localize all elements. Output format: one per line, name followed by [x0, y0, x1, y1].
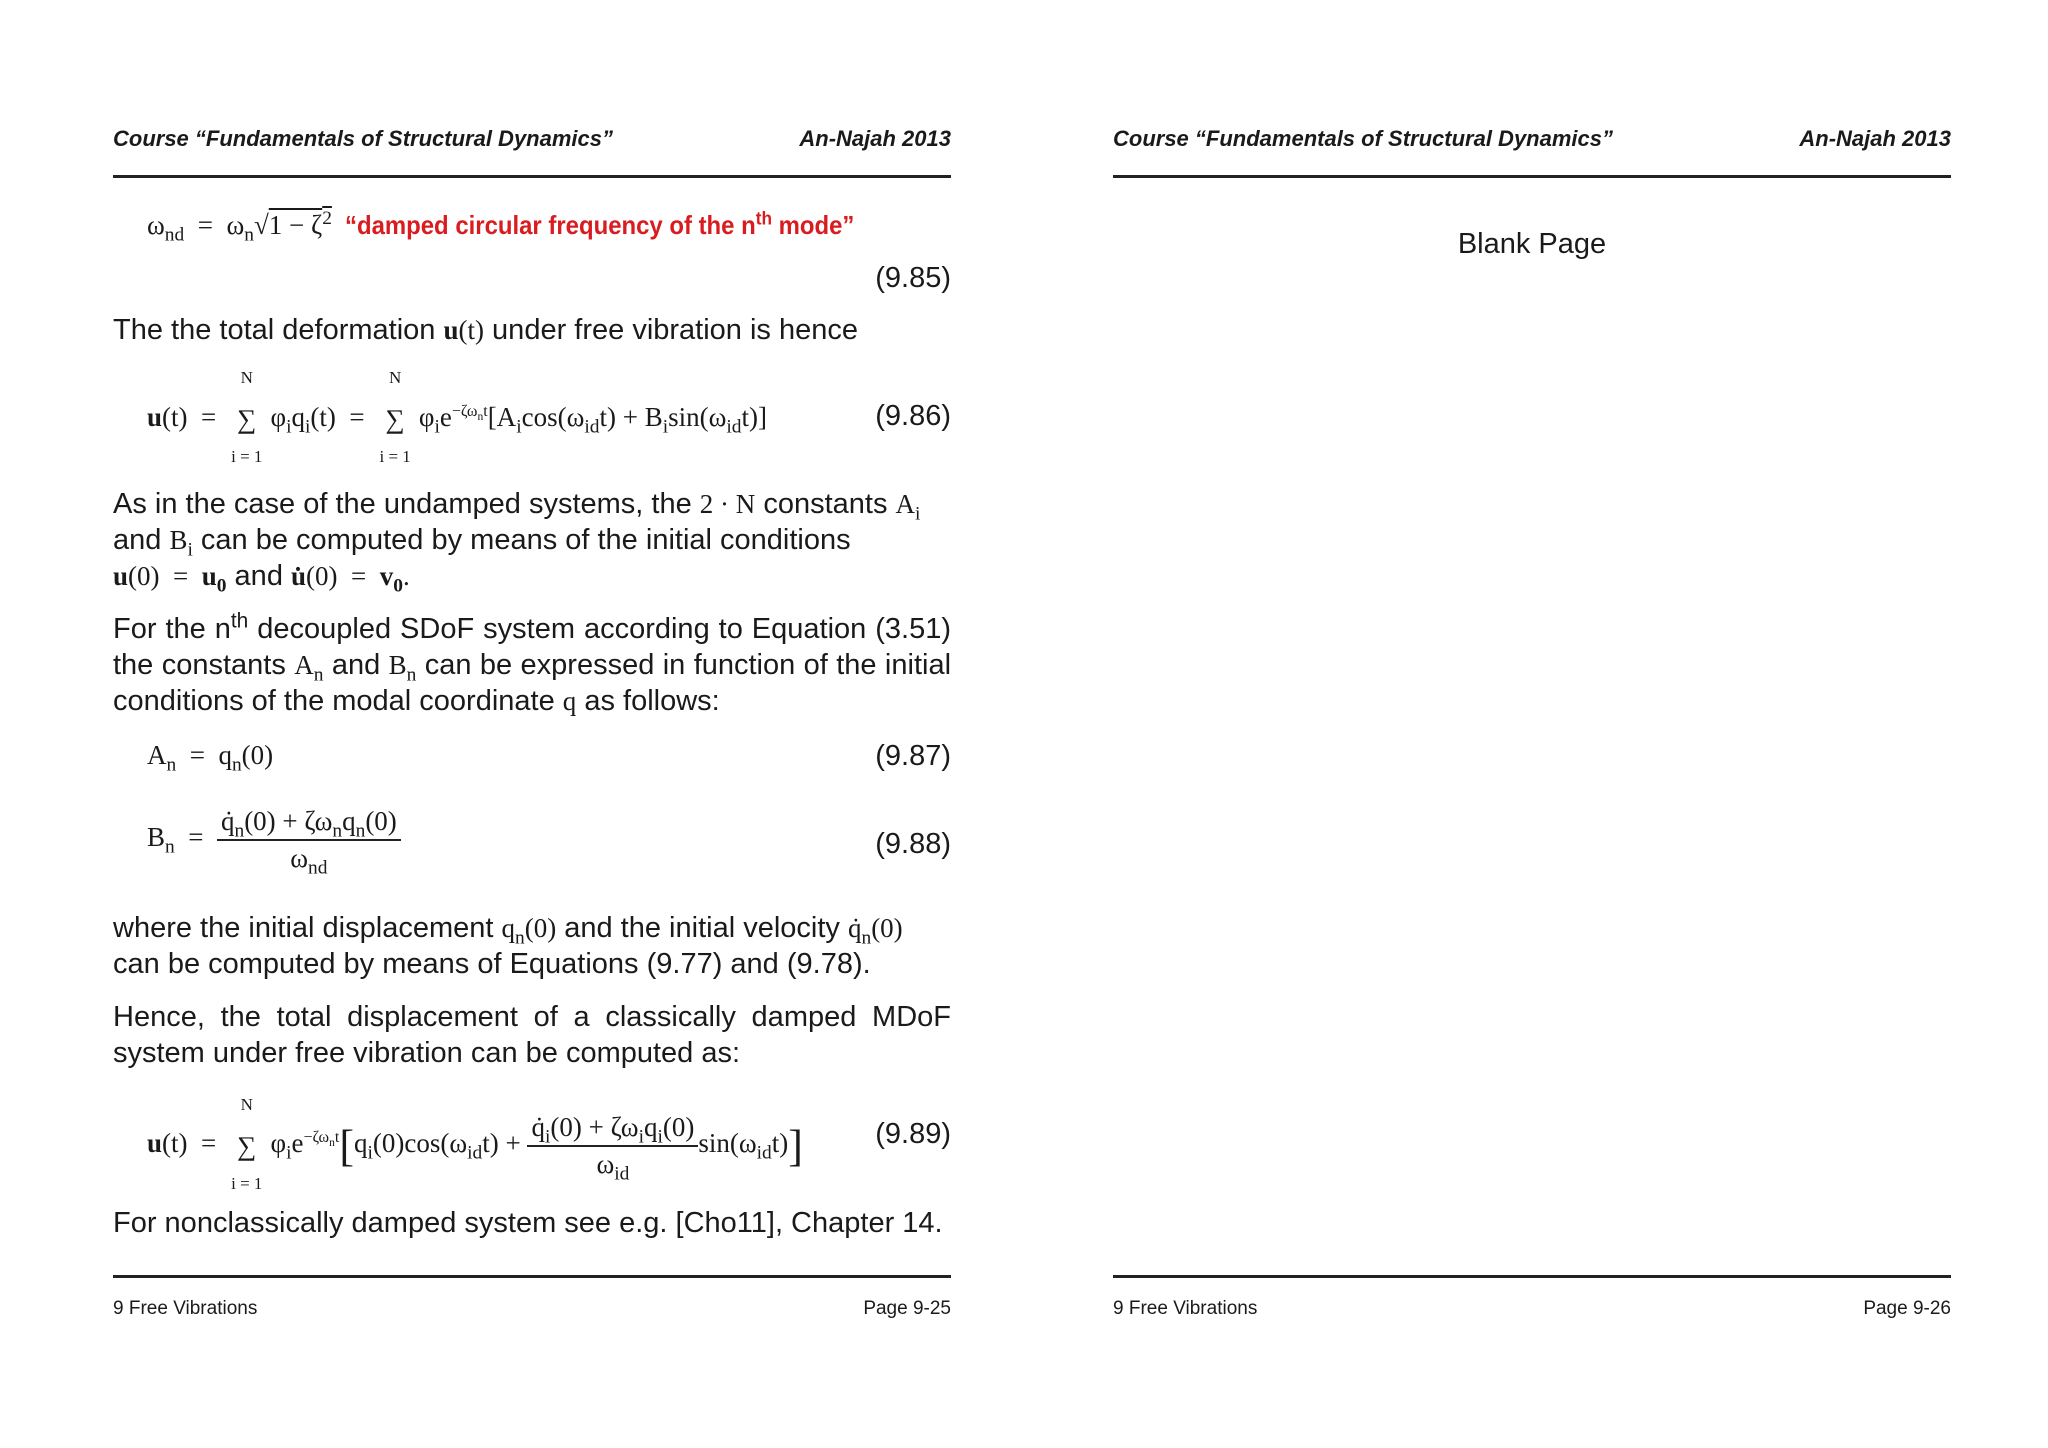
paragraph-initial-conditions: where the initial displacement $q_n(0)$ and the initial velocity $q̇_n(0)$ can be computed by means of Equations (9.77) and (9.78).	[113, 912, 903, 980]
header-rule	[1113, 175, 1951, 178]
header-rule	[113, 175, 951, 178]
right-page	[1113, 0, 1951, 1448]
left-page	[113, 0, 951, 1448]
footer-rule	[1113, 1275, 1951, 1278]
footer-chapter: 9 Free Vibrations	[1113, 1298, 1258, 1319]
footer-page-number: Page 9-25	[863, 1298, 951, 1319]
course-title: Course “Fundamentals of Structural Dynamics”	[113, 126, 613, 151]
equation-9-88: $B_n$ = $\frac{q̇_n(0) + \zeta\omega_nq_n(0)}{\omega_{nd}}$	[147, 806, 401, 874]
blank-page-label: Blank Page	[1457, 228, 1607, 260]
paragraph-constants: As in the case of the undamped systems, the 2 · N constants $A_i$ and $B_i$ can be computed by means of the initial conditions $u(0) = u_0$ and u̇(0) = $v_0$.	[113, 488, 921, 597]
paragraph-total-deformation: The the total deformation u(t) under free vibration is hence	[113, 314, 858, 346]
equation-9-85: $\omega_{nd} = \omega_n√1 - \zeta^2$ “damped circular frequency of the $n^{th}$ mode”	[147, 207, 855, 246]
paragraph-total-displacement: Hence, the total displacement of a classically damped MDoF system under free vibration can be computed as:	[113, 1001, 951, 1069]
footer-chapter: 9 Free Vibrations	[113, 1298, 258, 1319]
equation-number-9-87: (9.87)	[875, 740, 951, 772]
footer-page-number: Page 9-26	[1863, 1298, 1951, 1319]
footer-rule	[113, 1275, 951, 1278]
equation-number-9-89: (9.89)	[875, 1118, 951, 1150]
course-title: Course “Fundamentals of Structural Dynamics”	[1113, 126, 1613, 151]
equation-number-9-88: (9.88)	[875, 828, 951, 860]
page-header	[113, 126, 951, 156]
header-org: An-Najah 2013	[799, 126, 951, 151]
paragraph-decoupled-sdof: For the $n^{th}$ decoupled SDoF system according to Equation (3.51) the constants $A_n$ and $B_n$ can be expressed in function of the initial conditions of the modal coordinate q as follows:	[113, 609, 952, 717]
paragraph-nonclassical: For nonclassically damped system see e.g. [Cho11], Chapter 14.	[113, 1207, 943, 1239]
equation-9-87: $A_n = q_n(0)$	[147, 740, 274, 776]
equation-9-85-label: “damped circular frequency of the $n^{th}$ mode”	[345, 207, 855, 240]
header-org: An-Najah 2013	[1799, 126, 1951, 151]
equation-9-86: u(t) = N ∑ i = 1 $\varphi_iq_i(t)$ = N ∑ i = 1 $\varphi_ie^{-\zeta\omega_nt}[A_i\cos(\omega_{id}t) + B_i\sin(\omega_{id}t)]$	[147, 368, 768, 467]
equation-number-9-86: (9.86)	[875, 400, 951, 432]
page-header	[1113, 126, 1951, 156]
equation-9-89: u(t) = N ∑ i = 1 $\varphi_ie^{-\zeta\omega_nt}[q_i(0)\cos(\omega_{id}t)$ + $\frac{q̇_i(0) + \zeta\omega_iq_i(0)}{\omega_{id}}$ $\sin(\omega_{id}t)$]	[147, 1094, 803, 1193]
equation-number-9-85: (9.85)	[875, 262, 951, 294]
